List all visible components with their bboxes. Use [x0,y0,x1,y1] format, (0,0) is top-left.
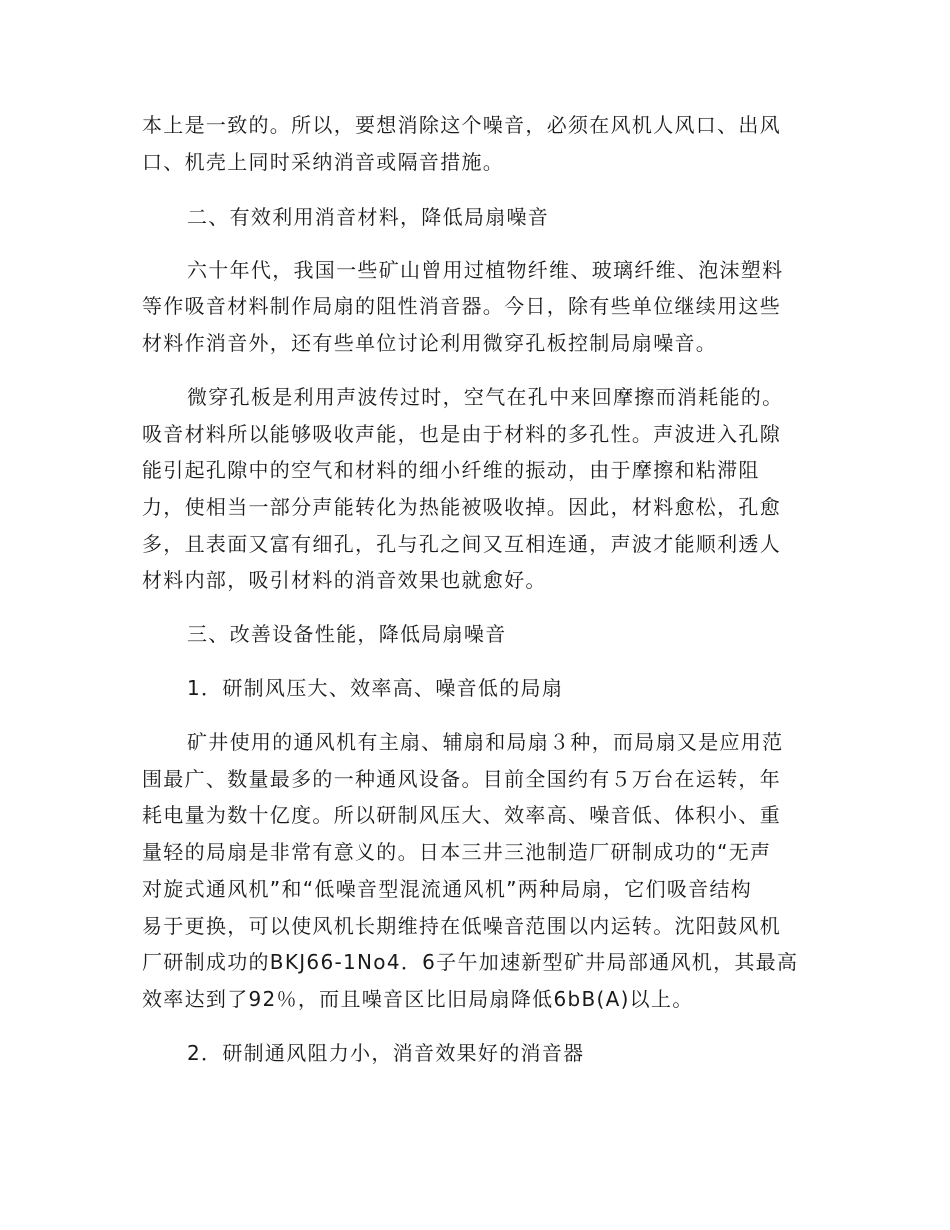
paragraph-line: 矿井使用的通风机有主扇、辅扇和局扇３种，而局扇又是应用范 [187,730,784,754]
paragraph-line: 效率达到了92％，而且噪音区比旧局扇降低6bB(A)以上。 [142,987,694,1011]
paragraph-line: 六十年代，我国一些矿山曾用过植物纤维、玻璃纤维、泡沫塑料 [187,258,784,282]
paragraph-line: 力，使相当一部分声能转化为热能被吸收掉。因此，材料愈松，孔愈 [142,495,781,519]
paragraph-line: 本上是一致的。所以，要想消除这个噪音，必须在风机人风口、出风 [142,113,781,137]
section-heading: 二、有效利用消音材料，降低局扇噪音 [187,205,550,229]
paragraph-line: 能引起孔隙中的空气和材料的细小纤维的振动，由于摩擦和粘滞阻 [142,458,760,482]
paragraph-line: 多，且表面又富有细孔，孔与孔之间又互相连通，声波才能顺利透人 [142,532,781,556]
paragraph-line: 等作吸音材料制作局扇的阻性消音器。今日，除有些单位继续用这些 [142,294,781,318]
paragraph-line: 对旋式通风机”和“低噪音型混流通风机”两种局扇，它们吸音结构 [142,877,753,901]
paragraph-line: 量轻的局扇是非常有意义的。日本三井三池制造厂研制成功的“无声 [142,840,772,864]
subsection-heading: 2．研制通风阻力小，消音效果好的消音器 [187,1041,585,1065]
paragraph-line: 材料内部，吸引材料的消音效果也就愈好。 [142,568,547,592]
paragraph-line: 吸音材料所以能够吸收声能，也是由于材料的多孔性。声波进入孔隙 [142,422,781,446]
section-heading: 三、改善设备性能，降低局扇噪音 [187,622,507,646]
paragraph-line: 微穿孔板是利用声波传过时，空气在孔中来回摩擦而消耗能的。 [187,385,784,409]
subsection-heading: 1．研制风压大、效率高、噪音低的局扇 [187,676,564,700]
paragraph-line: 材料作消音外，还有些单位讨论利用微穿孔板控制局扇噪音。 [142,331,718,355]
paragraph-line: 耗电量为数十亿度。所以研制风压大、效率高、噪音低、体积小、重 [142,803,781,827]
paragraph-line: 围最广、数量最多的一种通风设备。目前全国约有５万台在运转，年 [142,767,781,791]
paragraph-line: 厂研制成功的BKJ66-1No4．6子午加速新型矿井局部通风机，其最高 [142,950,799,974]
paragraph-line: 易于更换，可以使风机长期维持在低噪音范围以内运转。沈阳鼓风机 [142,914,781,938]
paragraph-line: 口、机壳上同时采纳消音或隔音措施。 [142,150,505,174]
